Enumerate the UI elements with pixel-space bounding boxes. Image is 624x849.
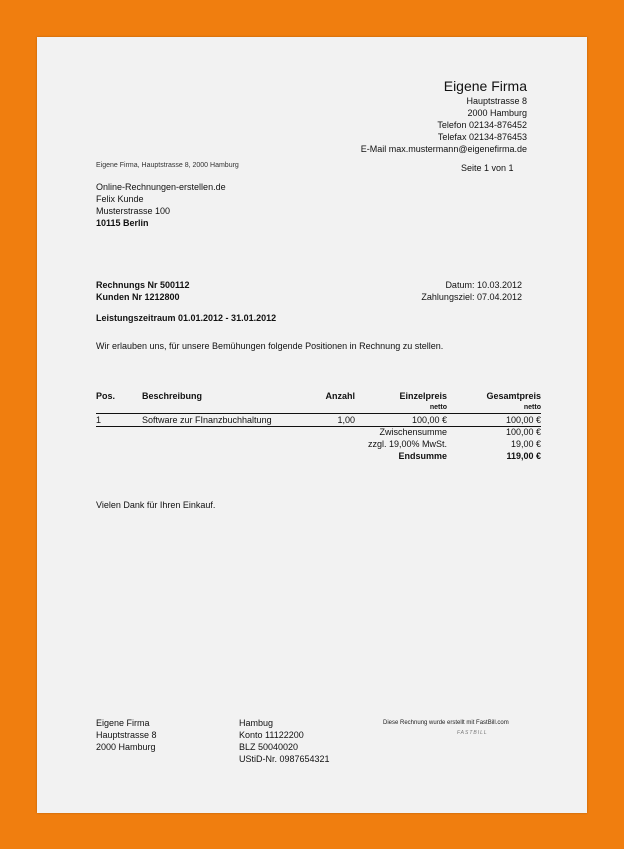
footer-bank-account: Konto 11122200 bbox=[239, 730, 304, 740]
row-total-price: 100,00 € bbox=[505, 415, 541, 425]
header-rule bbox=[96, 413, 541, 414]
page-number: Seite 1 von 1 bbox=[461, 163, 514, 173]
invoice-date: Datum: 10.03.2012 bbox=[445, 280, 522, 290]
row-pos: 1 bbox=[96, 415, 102, 425]
col-header-desc: Beschreibung bbox=[142, 391, 203, 401]
tax-label: zzgl. 19,00% MwSt. bbox=[367, 439, 447, 449]
recipient-address bbox=[96, 181, 226, 229]
fastbill-logo: FASTBILL bbox=[457, 730, 488, 736]
sender-phone: Telefon 02134-876452 bbox=[437, 120, 527, 130]
customer-number: Kunden Nr 1212800 bbox=[96, 292, 180, 302]
invoice-dates bbox=[421, 279, 522, 303]
col-header-unit: Einzelpreis bbox=[399, 391, 447, 401]
grand-total-value: 119,00 € bbox=[506, 451, 541, 461]
subtotal-label: Zwischensumme bbox=[379, 427, 447, 437]
row-qty: 1,00 bbox=[337, 415, 355, 425]
col-header-total: Gesamtpreis bbox=[486, 391, 541, 401]
return-address-line bbox=[96, 162, 239, 169]
subtotal-value: 100,00 € bbox=[505, 427, 541, 437]
return-rest: , Hauptstrasse 8, 2000 Hamburg bbox=[137, 162, 239, 169]
col-sub-total: netto bbox=[523, 404, 541, 411]
footer-vat-id: UStiD-Nr. 0987654321 bbox=[239, 754, 330, 764]
invoice-page bbox=[37, 37, 587, 813]
tax-value: 19,00 € bbox=[510, 439, 541, 449]
recipient-line4: 10115 Berlin bbox=[96, 218, 149, 228]
footer-company-street: Hauptstrasse 8 bbox=[96, 730, 157, 740]
sender-city: 2000 Hamburg bbox=[467, 108, 527, 118]
footer-company bbox=[96, 717, 157, 753]
thank-you-text: Vielen Dank für Ihren Einkauf. bbox=[96, 500, 216, 510]
footer-bank bbox=[239, 717, 330, 765]
recipient-line3: Musterstrasse 100 bbox=[96, 206, 171, 216]
col-header-pos: Pos. bbox=[96, 391, 116, 401]
sender-name: Eigene Firma bbox=[443, 78, 527, 94]
footer-company-city: 2000 Hamburg bbox=[96, 742, 156, 752]
sender-address bbox=[361, 78, 527, 155]
invoice-due-date: Zahlungsziel: 07.04.2012 bbox=[421, 292, 522, 302]
sender-fax: Telefax 02134-876453 bbox=[437, 132, 527, 142]
service-period: Leistungszeitraum 01.01.2012 - 31.01.2012 bbox=[96, 313, 277, 323]
col-sub-unit: netto bbox=[429, 404, 447, 411]
sender-street: Hauptstrasse 8 bbox=[466, 96, 527, 106]
row-unit-price: 100,00 € bbox=[411, 415, 447, 425]
fastbill-note: Diese Rechnung wurde erstellt mit FastBill.com bbox=[383, 720, 509, 726]
return-company: Eigene Firma bbox=[96, 162, 138, 169]
grand-total-label: Endsumme bbox=[398, 451, 447, 461]
intro-text: Wir erlauben uns, für unsere Bemühungen folgende Positionen in Rechnung zu stellen. bbox=[96, 341, 444, 351]
footer-bank-city: Hambug bbox=[239, 718, 274, 728]
row-rule bbox=[96, 426, 541, 427]
footer-company-name: Eigene Firma bbox=[96, 718, 150, 728]
invoice-number: Rechnungs Nr 500112 bbox=[96, 280, 190, 290]
invoice-ids bbox=[96, 279, 190, 303]
col-header-qty: Anzahl bbox=[325, 391, 355, 401]
recipient-line2: Felix Kunde bbox=[96, 194, 144, 204]
row-desc: Software zur FInanzbuchhaltung bbox=[142, 415, 272, 425]
recipient-line1: Online-Rechnungen-erstellen.de bbox=[96, 182, 226, 192]
footer-bank-code: BLZ 50040020 bbox=[239, 742, 299, 752]
sender-email: E-Mail max.mustermann@eigenefirma.de bbox=[360, 144, 527, 154]
